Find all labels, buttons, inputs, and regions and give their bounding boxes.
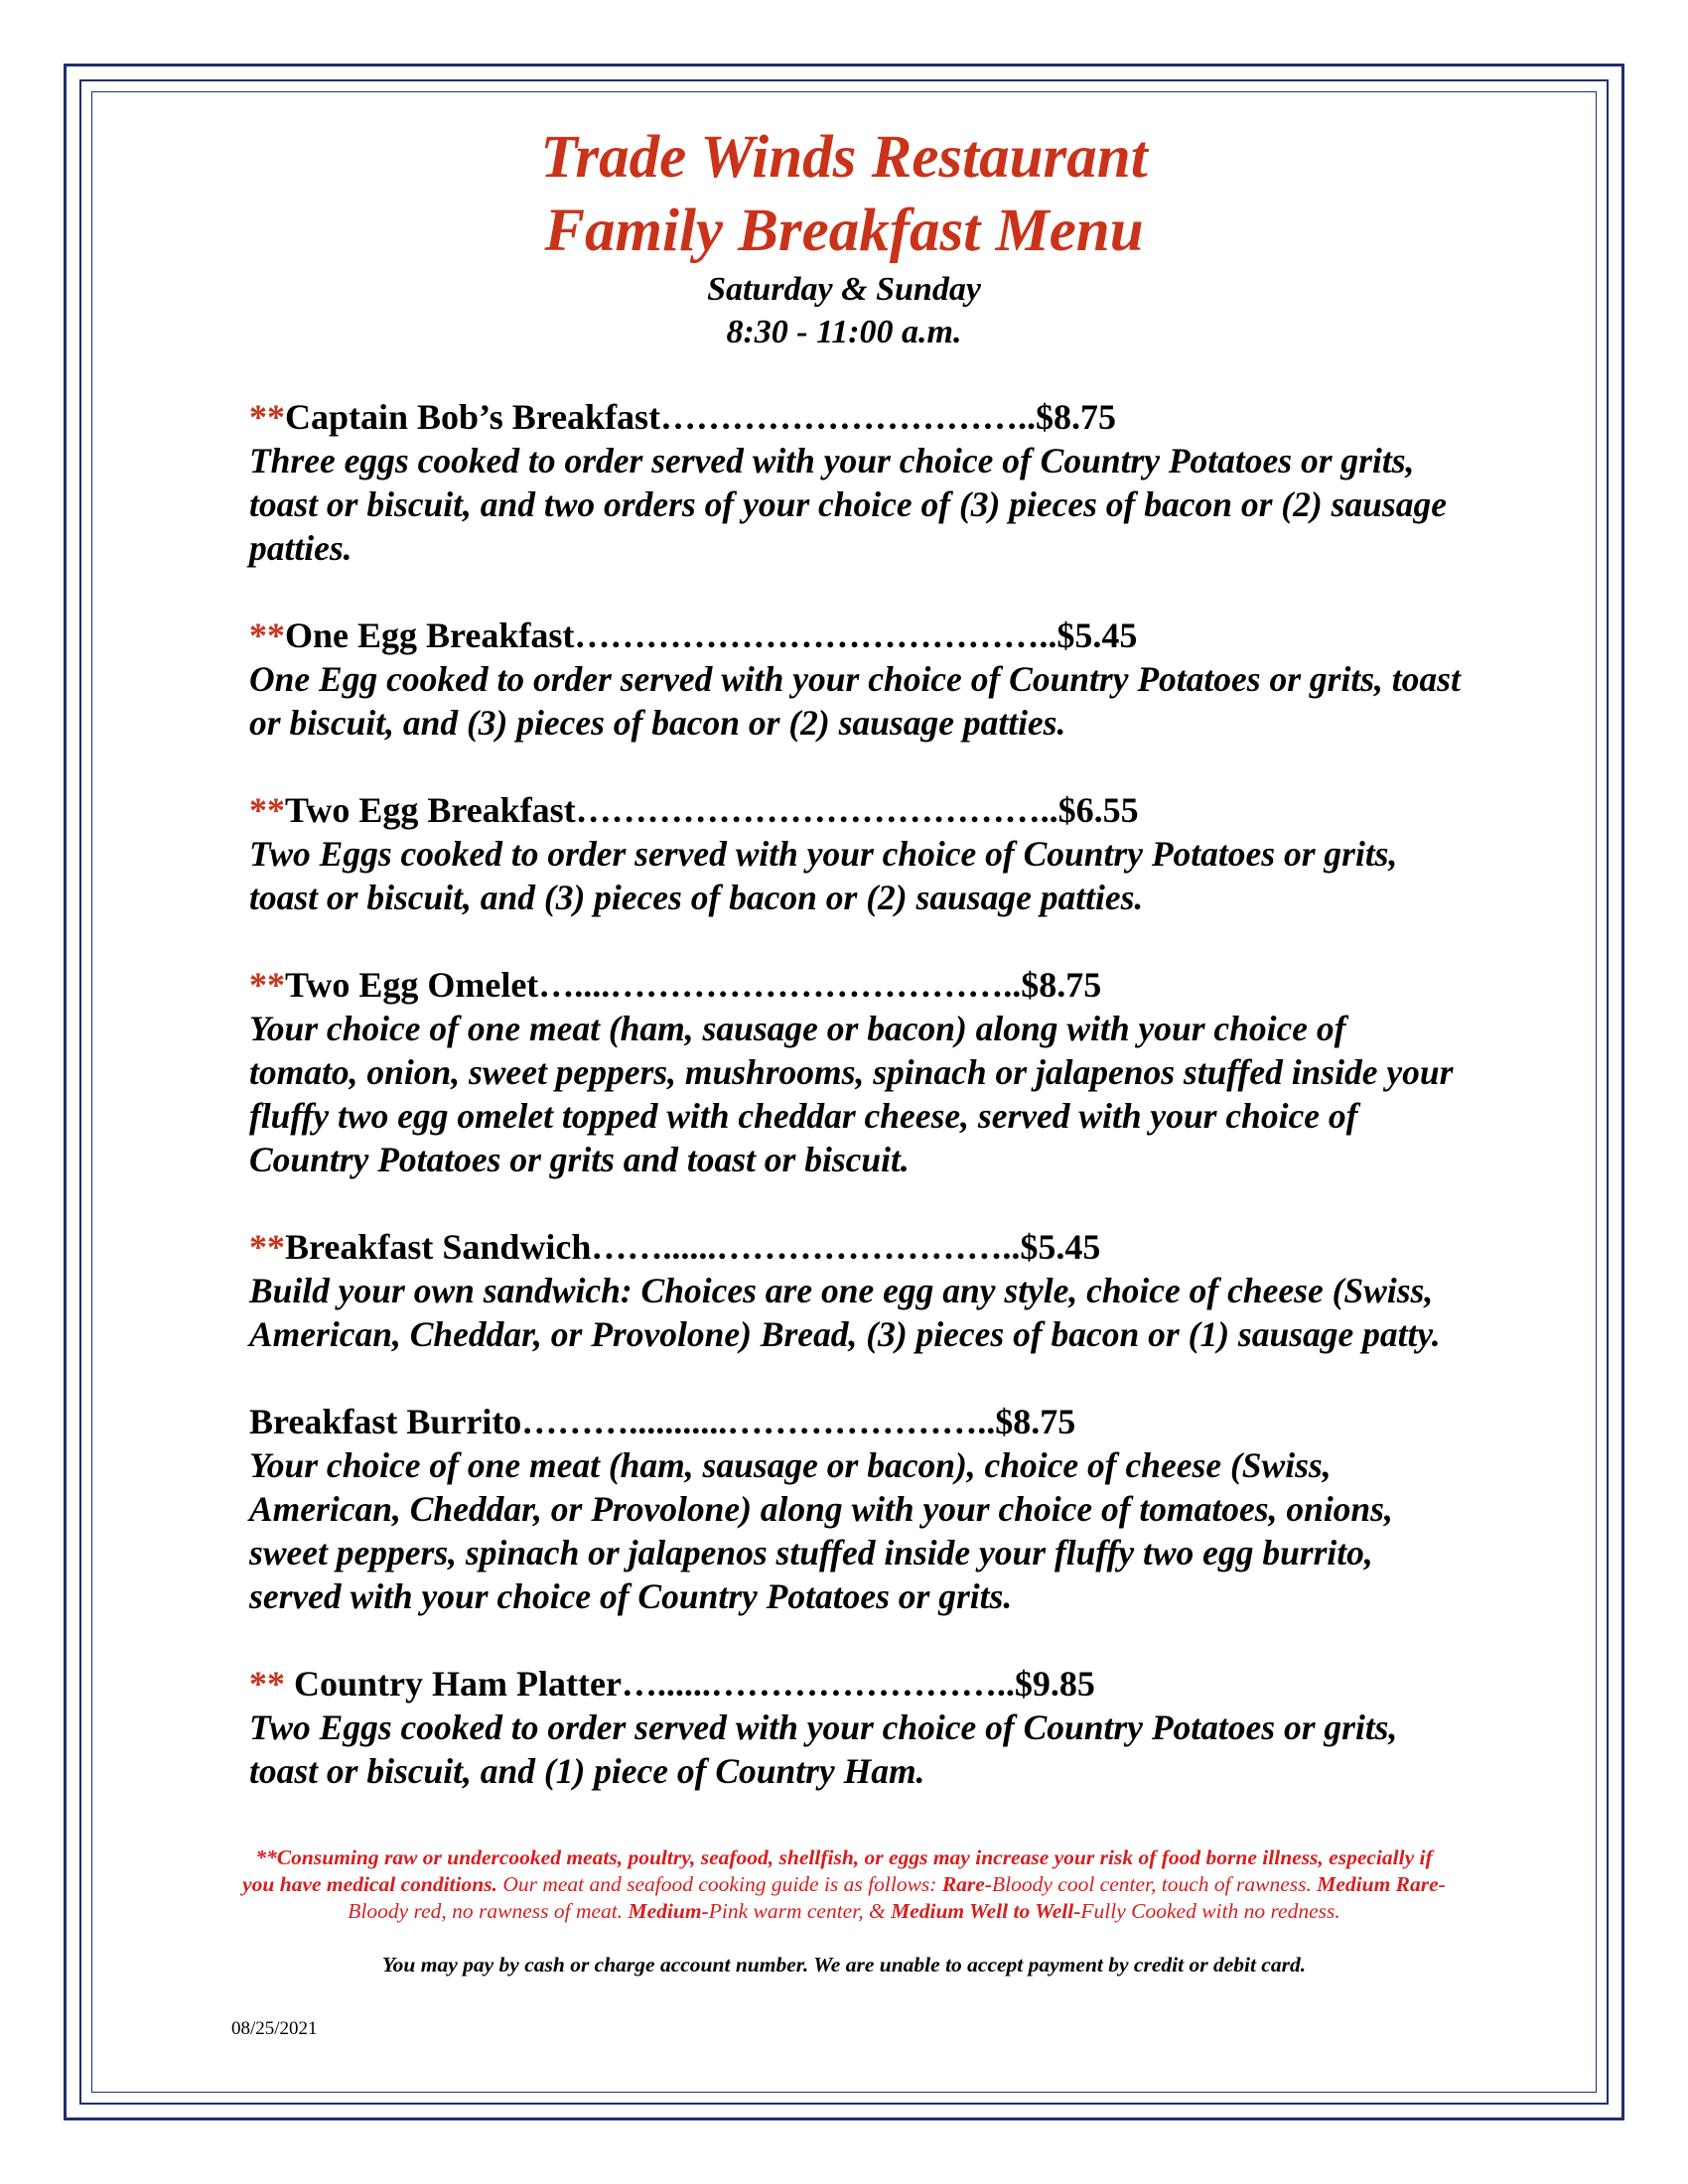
service-hours: 8:30 - 11:00 a.m. <box>726 314 962 350</box>
cooking-guide-intro: Our meat and seafood cooking guide is as follows: <box>496 1872 942 1896</box>
payment-note: You may pay by cash or charge account number. We are unable to accept payment by credit or debit card. <box>381 1953 1307 1977</box>
item-name-price: Breakfast Burrito………...........…………………..$8.75 <box>249 1402 1076 1441</box>
item-name-price: Two Egg Breakfast…………………………………..$6.55 <box>285 790 1139 830</box>
consumer-warning-marker: ** <box>249 1664 294 1704</box>
item-name <box>249 788 1461 832</box>
consumer-warning-marker: ** <box>249 790 285 830</box>
medium-text: Pink warm center, & <box>708 1899 892 1923</box>
item-description: Your choice of one meat (ham, sausage or bacon) along with your choice of tomato, onion, sweet peppers, mushrooms, spinach or jalapenos stuffed inside your fluffy two egg omelet topped with cheddar cheese, served with your choice of Country Potatoes or grits and toast or biscuit. <box>249 1009 1454 1179</box>
menu-item-two-egg-omelet <box>249 963 1461 1181</box>
menu-title: Family Breakfast Menu <box>544 198 1144 264</box>
item-name <box>249 614 1461 657</box>
rare-text: Bloody cool center, touch of rawness. <box>992 1872 1318 1896</box>
item-name <box>249 1400 1461 1443</box>
consumer-warning: **Consuming raw or undercooked meats, poultry, seafood, shellfish, or eggs may increase your risk of food borne illness, especially if you have medical conditions. <box>242 1845 1433 1896</box>
menu-date: 08/25/2021 <box>231 2018 318 2039</box>
item-name <box>249 1225 1461 1269</box>
item-name-price: Captain Bob’s Breakfast…………………………..$8.75 <box>285 397 1117 437</box>
menu-item-captain-bobs-breakfast <box>249 395 1461 570</box>
consumer-warning-marker: ** <box>249 965 285 1005</box>
service-days: Saturday & Sunday <box>707 271 981 308</box>
well-done-text: Fully Cooked with no redness. <box>1080 1899 1340 1923</box>
menu-item-breakfast-burrito <box>249 1400 1461 1618</box>
menu-items <box>249 395 1461 1837</box>
medium-rare-label: Medium Rare- <box>1317 1872 1446 1896</box>
item-name-price: Country Ham Platter…......……………………..$9.85 <box>294 1664 1095 1704</box>
item-description: Two Eggs cooked to order served with your choice of Country Potatoes or grits, toast or biscuit, and (3) pieces of bacon or (2) sausage patties. <box>249 834 1398 917</box>
rare-label: Rare- <box>941 1872 992 1896</box>
item-name <box>249 395 1461 439</box>
medium-rare-text: Bloody red, no rawness of meat. <box>348 1899 629 1923</box>
item-description: One Egg cooked to order served with your choice of Country Potatoes or grits, toast or biscuit, and (3) pieces of bacon or (2) sausage patties. <box>249 659 1461 743</box>
consumer-warning-marker: ** <box>249 615 285 655</box>
menu-item-country-ham-platter <box>249 1662 1461 1793</box>
item-name <box>249 1662 1461 1706</box>
food-safety-disclaimer <box>238 1844 1450 1925</box>
item-name-price: Two Egg Omelet…....……………………………..$8.75 <box>285 965 1102 1005</box>
medium-label: Medium- <box>628 1899 709 1923</box>
restaurant-name: Trade Winds Restaurant <box>540 124 1148 191</box>
item-name-price: Breakfast Sandwich……......……………………..$5.45 <box>285 1227 1101 1267</box>
menu-item-breakfast-sandwich <box>249 1225 1461 1356</box>
consumer-warning-marker: ** <box>249 1227 285 1267</box>
consumer-warning-marker: ** <box>249 397 285 437</box>
well-done-label: Medium Well to Well- <box>891 1899 1081 1923</box>
menu-header <box>0 121 1688 353</box>
item-name <box>249 963 1461 1007</box>
item-description: Your choice of one meat (ham, sausage or bacon), choice of cheese (Swiss, American, Cheddar, or Provolone) along with your choice of tomatoes, onions, sweet peppers, spinach or jalapenos stuffed inside your fluffy two egg burrito, served with your choice of Country Potatoes or grits. <box>249 1445 1393 1616</box>
item-description: Build your own sandwich: Choices are one egg any style, choice of cheese (Swiss, American, Cheddar, or Provolone) Bread, (3) pieces of bacon or (1) sausage patty. <box>249 1271 1441 1354</box>
item-name-price: One Egg Breakfast…………………………………..$5.45 <box>285 615 1138 655</box>
item-description: Two Eggs cooked to order served with your choice of Country Potatoes or grits, toast or biscuit, and (1) piece of Country Ham. <box>249 1707 1398 1791</box>
menu-item-two-egg-breakfast <box>249 788 1461 919</box>
menu-item-one-egg-breakfast <box>249 614 1461 745</box>
item-description: Three eggs cooked to order served with your choice of Country Potatoes or grits, toast or biscuit, and two orders of your choice of (3) pieces of bacon or (2) sausage patties. <box>249 441 1447 568</box>
